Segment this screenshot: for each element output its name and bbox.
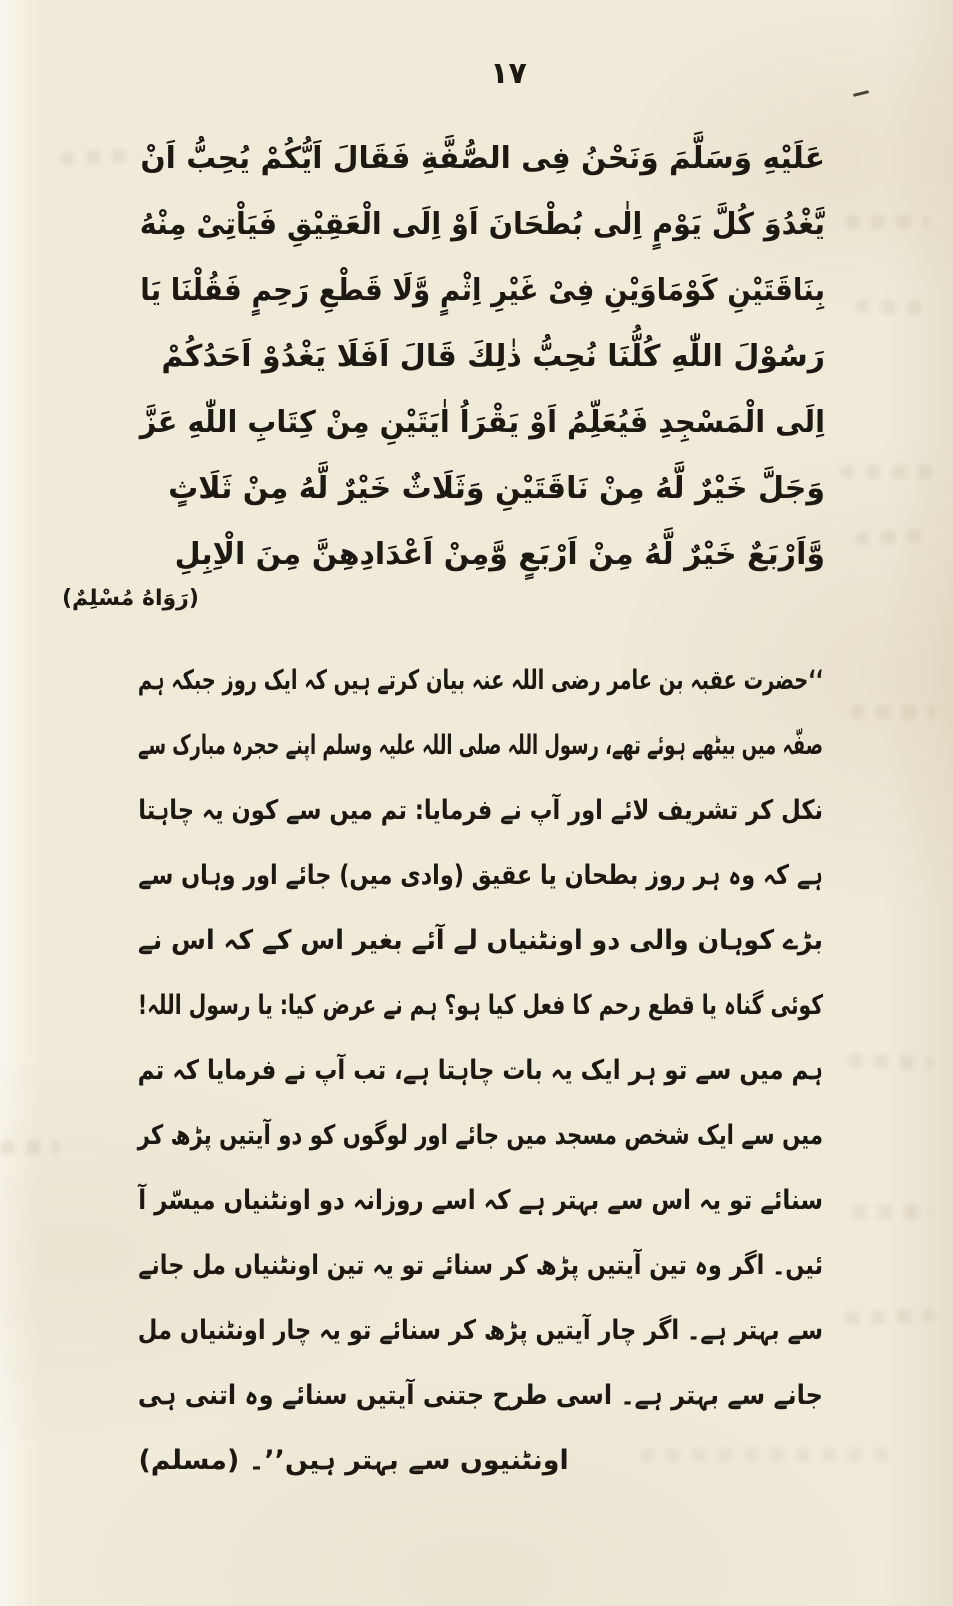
urdu-translation-block <box>138 648 823 1493</box>
arabic-line: وَجَلَّ خَيْرٌ لَّهُ مِنْ نَاقَتَيْنِ وَثَلَاثٌ خَيْرٌ لَّهُ مِنْ ثَلَاثٍ <box>168 471 825 506</box>
urdu-line-last: اونٹنیوں سے بہتر ہیں’’۔ (مسلم) <box>138 1445 569 1476</box>
show-through-mark <box>855 529 925 545</box>
arabic-line: عَلَيْهِ وَسَلَّمَ وَنَحْنُ فِى الصُّفَّةِ فَقَالَ اَيُّكُمْ يُحِبُّ اَنْ <box>140 141 826 176</box>
hadith-attribution: (رَوَاهُ مُسْلِمٌ) <box>62 586 199 611</box>
urdu-line: جانے سے بہتر ہے۔ اسی طرح جتنی آیتیں سنائے وہ اتنی ہی <box>137 1380 823 1411</box>
urdu-line: ہے کہ وہ ہر روز بطحان یا عقیق (وادی میں) جائے اور وہاں سے <box>138 860 824 891</box>
urdu-line: میں سے ایک شخص مسجد میں جائے اور لوگوں کو دو آیتیں پڑھ کر <box>137 1120 823 1151</box>
arabic-line: رَسُوْلَ اللّٰهِ كُلُّنَا نُحِبُّ ذٰلِكَ قَالَ اَفَلَا يَغْدُوْ اَحَدُكُمْ <box>161 339 825 374</box>
show-through-mark <box>0 1140 60 1154</box>
show-through-mark <box>845 1308 935 1325</box>
arabic-line: يَّغْدُوَ كُلَّ يَوْمٍ اِلٰى بُطْحَانَ اَوْ اِلَى الْعَقِيْقِ فَيَاْتِىْ مِنْهُ <box>139 207 825 242</box>
urdu-line: سے بہتر ہے۔ اگر چار آیتیں پڑھ کر سنائے تو یہ چار اونٹنیاں مل <box>137 1315 823 1346</box>
urdu-line: ئیں۔ اگر وہ تین آیتیں پڑھ کر سنائے تو یہ تین اونٹنیاں مل جانے <box>138 1250 824 1281</box>
arabic-line: بِنَاقَتَيْنِ كَوْمَاوَيْنِ فِىْ غَيْرِ اِثْمٍ وَّلَا قَطْعِ رَحِمٍ فَقُلْنَا يَا <box>140 273 825 308</box>
urdu-line: سنائے تو یہ اس سے بہتر ہے کہ اسے روزانہ دو اونٹنیاں میسّر آ <box>138 1185 823 1216</box>
urdu-line: صفّہ میں بیٹھے ہوئے تھے، رسول اللہ صلی اللہ علیہ وسلم اپنے حجرہ مبارک سے <box>138 730 824 761</box>
urdu-line: نکل کر تشریف لائے اور آپ نے فرمایا: تم میں سے کون یہ چاہتا <box>138 795 823 826</box>
show-through-mark <box>845 215 930 229</box>
arabic-hadith-block <box>140 126 825 588</box>
show-through-mark <box>848 1054 933 1071</box>
show-through-mark <box>60 148 141 166</box>
arabic-line: وَّاَرْبَعٌ خَيْرٌ لَّهُ مِنْ اَرْبَعٍ وَّمِنْ اَعْدَادِهِنَّ مِنَ الْاِبِلِ <box>174 537 825 572</box>
page-number: ۱۷ <box>490 56 527 91</box>
urdu-line: ‘‘حضرت عقبہ بن عامر رضی اللہ عنہ بیان کرتے ہیں کہ ایک روز جبکہ ہم <box>137 665 823 696</box>
show-through-mark <box>850 705 935 719</box>
arabic-line: اِلَى الْمَسْجِدِ فَيُعَلِّمُ اَوْ يَقْرَاُ اٰيَتَيْنِ مِنْ كِتَابِ اللّٰهِ عَزَّ <box>139 405 826 440</box>
urdu-line: بڑے کوہان والی دو اونٹنیاں لے آئے بغیر اس کے کہ اس نے <box>137 925 823 956</box>
urdu-line: کوئی گناہ یا قطع رحم کا فعل کیا ہو؟ ہم نے عرض کیا: یا رسول اللہ! <box>137 990 824 1021</box>
show-through-mark <box>840 465 935 479</box>
show-through-mark <box>855 299 930 316</box>
show-through-mark <box>852 1205 932 1219</box>
ink-mark <box>853 90 869 97</box>
urdu-line: ہم میں سے تو ہر ایک یہ بات چاہتا ہے، تب آپ نے فرمایا کہ تم <box>137 1055 824 1086</box>
